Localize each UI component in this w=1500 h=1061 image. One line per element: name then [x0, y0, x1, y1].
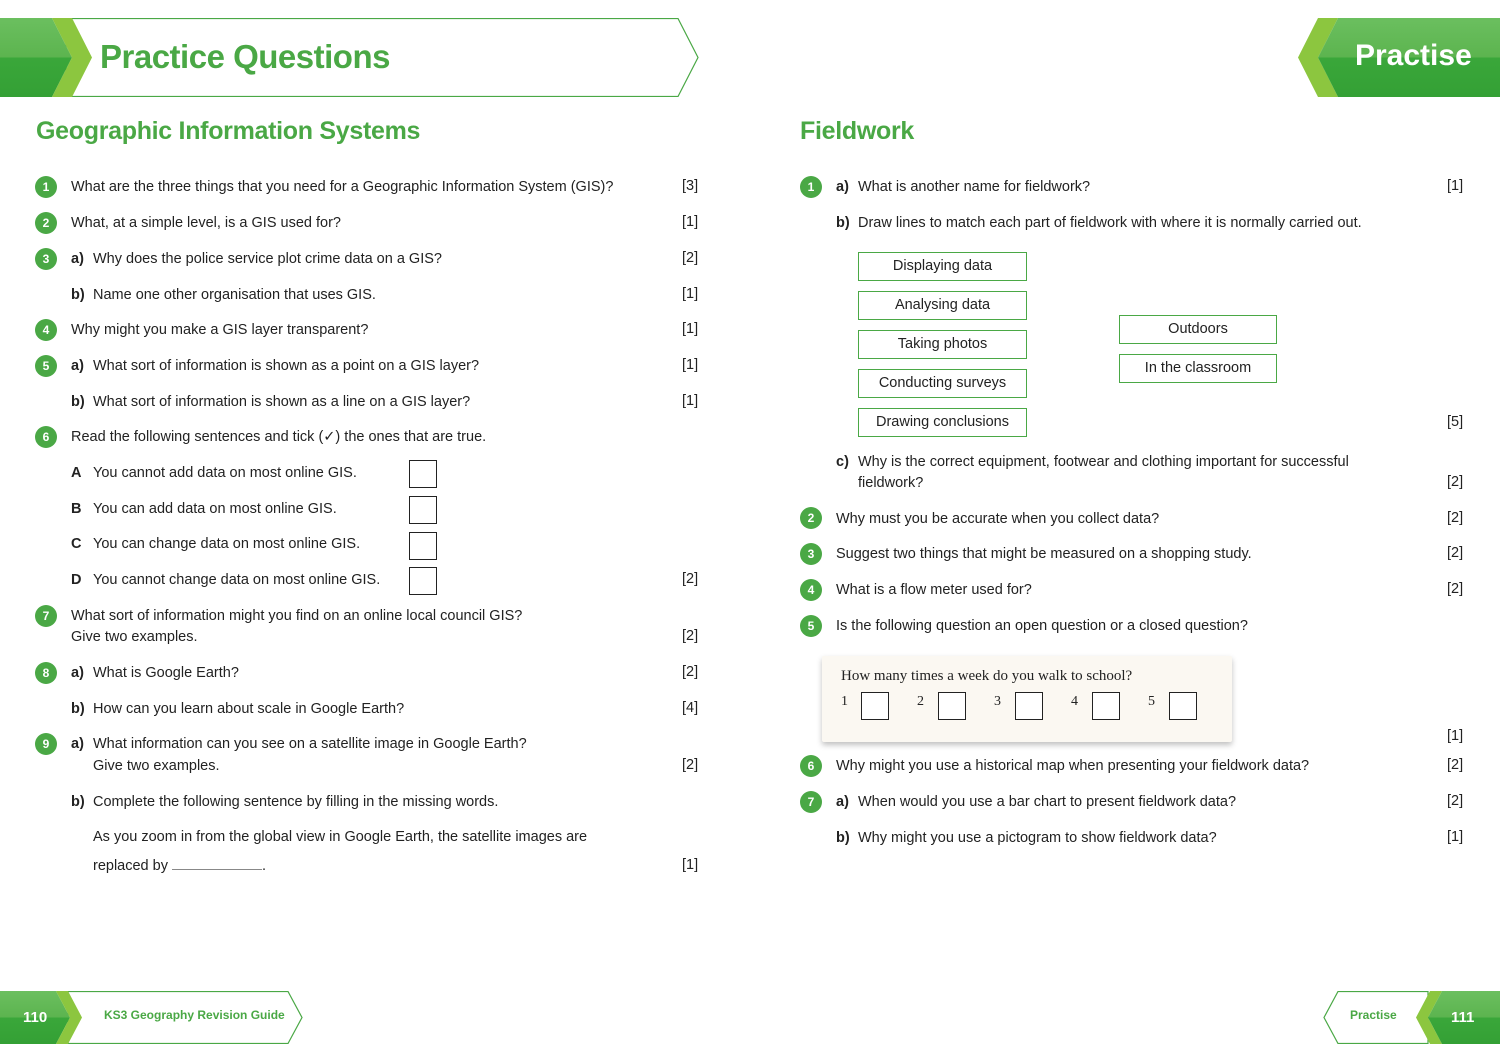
option-letter: D	[71, 572, 82, 588]
survey-question-card	[822, 656, 1232, 742]
part-label: b)	[836, 830, 850, 846]
section-tab-title: Practise	[1355, 39, 1472, 72]
part-label: b)	[836, 215, 850, 231]
part-text: Complete the following sentence by filling in the missing words.	[93, 794, 499, 810]
match-box-in-the-classroom[interactable]: In the classroom	[1119, 354, 1277, 383]
fill-in-blank[interactable]	[172, 858, 262, 870]
question-marks: [1]	[682, 214, 699, 230]
part-label: a)	[71, 358, 84, 374]
question-marks: [2]	[1447, 793, 1464, 809]
question-marks: [1]	[1447, 728, 1464, 744]
part-label: b)	[71, 394, 85, 410]
part-text: Why does the police service plot crime data on a GIS?	[93, 251, 442, 267]
survey-checkbox-2[interactable]	[938, 692, 966, 720]
footer-right	[1322, 991, 1500, 1044]
survey-option-label: 1	[841, 694, 848, 709]
question-part	[71, 285, 376, 306]
question-number-badge: 3	[35, 248, 57, 270]
part-text: Why might you use a pictogram to show fieldwork data?	[858, 830, 1217, 846]
tick-box-a[interactable]	[409, 460, 437, 488]
question-text: What is a flow meter used for?	[836, 582, 1032, 598]
question-number-badge: 6	[35, 426, 57, 448]
question-text: Why might you use a historical map when presenting your fieldwork data?	[836, 758, 1310, 774]
part-text-line2: fieldwork?	[858, 475, 924, 491]
survey-option-label: 3	[994, 694, 1001, 709]
survey-checkbox-5[interactable]	[1169, 692, 1197, 720]
question-marks: [2]	[1447, 545, 1464, 561]
tick-option	[71, 463, 357, 484]
question-marks: [1]	[682, 286, 699, 302]
section-title-fieldwork: Fieldwork	[800, 117, 914, 145]
question-text: Is the following question an open question or a closed question?	[836, 618, 1248, 634]
question-number-badge: 2	[35, 212, 57, 234]
question-marks: [2]	[682, 571, 699, 587]
part-text: When would you use a bar chart to present fieldwork data?	[858, 794, 1237, 810]
question-number-badge: 1	[35, 176, 57, 198]
question-marks: [2]	[1447, 581, 1464, 597]
question-marks: [1]	[1447, 829, 1464, 845]
survey-option-label: 4	[1071, 694, 1078, 709]
question-marks: [1]	[682, 321, 699, 337]
question-marks: [2]	[682, 628, 699, 644]
question-part	[836, 213, 1362, 234]
part-text: What information can you see on a satellite image in Google Earth?	[93, 736, 527, 752]
part-text: What sort of information is shown as a line on a GIS layer?	[93, 394, 471, 410]
header-banner-right	[1298, 18, 1500, 97]
question-part	[71, 356, 479, 377]
question-text-line2: Give two examples.	[71, 629, 198, 645]
tick-option	[71, 534, 360, 555]
tick-box-c[interactable]	[409, 532, 437, 560]
question-text: Why must you be accurate when you collect data?	[836, 511, 1160, 527]
question-part	[836, 452, 1349, 473]
option-text: You cannot add data on most online GIS.	[93, 465, 357, 481]
fill-sentence-line2	[93, 856, 266, 877]
question-part	[71, 699, 404, 720]
survey-option-label: 2	[917, 694, 924, 709]
match-box-conducting-surveys[interactable]: Conducting surveys	[858, 369, 1027, 398]
question-marks: [2]	[1447, 474, 1464, 490]
part-text-line2: Give two examples.	[93, 758, 220, 774]
match-box-drawing-conclusions[interactable]: Drawing conclusions	[858, 408, 1027, 437]
part-label: a)	[71, 736, 84, 752]
question-marks: [1]	[1447, 178, 1464, 194]
question-marks: [1]	[682, 857, 699, 873]
survey-checkbox-4[interactable]	[1092, 692, 1120, 720]
question-text: Suggest two things that might be measured on a shopping study.	[836, 546, 1252, 562]
section-title-gis: Geographic Information Systems	[36, 117, 421, 145]
part-label: b)	[71, 287, 85, 303]
survey-checkbox-3[interactable]	[1015, 692, 1043, 720]
question-text: Read the following sentences and tick (✓) the ones that are true.	[71, 429, 487, 445]
question-marks: [2]	[682, 664, 699, 680]
question-number-badge: 4	[800, 579, 822, 601]
part-text: Name one other organisation that uses GIS.	[93, 287, 376, 303]
question-marks: [2]	[1447, 757, 1464, 773]
footer-left	[0, 991, 304, 1044]
question-number-badge: 7	[800, 791, 822, 813]
tick-box-d[interactable]	[409, 567, 437, 595]
header-banner-left	[0, 18, 700, 97]
question-part	[836, 792, 1236, 813]
part-text: What sort of information is shown as a point on a GIS layer?	[93, 358, 480, 374]
question-part	[71, 249, 442, 270]
question-number-badge: 2	[800, 507, 822, 529]
part-text: How can you learn about scale in Google Earth?	[93, 701, 405, 717]
match-box-taking-photos[interactable]: Taking photos	[858, 330, 1027, 359]
part-text: What is another name for fieldwork?	[858, 179, 1091, 195]
part-label: b)	[71, 794, 85, 810]
question-marks: [2]	[1447, 510, 1464, 526]
option-letter: C	[71, 536, 82, 552]
question-marks: [2]	[682, 250, 699, 266]
question-number-badge: 7	[35, 605, 57, 627]
question-number-badge: 6	[800, 755, 822, 777]
part-text: Why is the correct equipment, footwear and clothing important for successful	[858, 454, 1349, 470]
question-number-badge: 3	[800, 543, 822, 565]
part-label: b)	[71, 701, 85, 717]
tick-option	[71, 570, 380, 591]
question-text: What, at a simple level, is a GIS used for?	[71, 215, 341, 231]
option-text: You can add data on most online GIS.	[93, 501, 337, 517]
question-number-badge: 1	[800, 176, 822, 198]
question-text: What are the three things that you need for a Geographic Information System (GIS)?	[71, 179, 614, 195]
match-box-displaying-data[interactable]: Displaying data	[858, 252, 1027, 281]
option-letter: B	[71, 501, 82, 517]
question-marks: [1]	[682, 393, 699, 409]
survey-option-label: 5	[1148, 694, 1155, 709]
tick-box-b[interactable]	[409, 496, 437, 524]
part-label: c)	[836, 454, 849, 470]
question-marks: [3]	[682, 178, 699, 194]
page-header-title: Practice Questions	[100, 38, 390, 75]
page-number-left: 110	[23, 1009, 48, 1026]
question-part	[71, 734, 527, 755]
part-label: a)	[836, 179, 849, 195]
question-number-badge: 5	[800, 615, 822, 637]
page-number-right: 111	[1451, 1009, 1475, 1026]
question-number-badge: 4	[35, 319, 57, 341]
part-text: Draw lines to match each part of fieldwork with where it is normally carried out.	[858, 215, 1362, 231]
question-part	[836, 177, 1090, 198]
fill-sentence-line1: As you zoom in from the global view in Google Earth, the satellite images are	[93, 829, 588, 845]
option-letter: A	[71, 465, 82, 481]
part-label: a)	[71, 665, 84, 681]
tick-option	[71, 499, 337, 520]
option-text: You can change data on most online GIS.	[93, 536, 361, 552]
fill-sentence-end: .	[262, 858, 267, 874]
question-part	[71, 792, 498, 813]
question-number-badge: 9	[35, 733, 57, 755]
question-part	[71, 663, 239, 684]
book-title: KS3 Geography Revision Guide	[104, 1008, 285, 1022]
footer-section-label: Practise	[1350, 1008, 1397, 1022]
part-label: a)	[71, 251, 84, 267]
option-text: You cannot change data on most online GIS.	[93, 572, 381, 588]
question-number-badge: 5	[35, 355, 57, 377]
question-number-badge: 8	[35, 662, 57, 684]
question-marks: [5]	[1447, 414, 1464, 430]
question-marks: [4]	[682, 700, 699, 716]
fill-sentence-start: replaced by	[93, 858, 168, 874]
part-text: What is Google Earth?	[93, 665, 239, 681]
question-marks: [2]	[682, 757, 699, 773]
question-part	[71, 392, 470, 413]
survey-checkbox-1[interactable]	[861, 692, 889, 720]
question-marks: [1]	[682, 357, 699, 373]
question-text: Why might you make a GIS layer transparent?	[71, 322, 369, 338]
survey-question-text: How many times a week do you walk to school?	[841, 668, 1133, 684]
question-part	[836, 828, 1217, 849]
match-box-analysing-data[interactable]: Analysing data	[858, 291, 1027, 320]
part-label: a)	[836, 794, 849, 810]
match-box-outdoors[interactable]: Outdoors	[1119, 315, 1277, 344]
question-text: What sort of information might you find on an online local council GIS?	[71, 608, 523, 624]
